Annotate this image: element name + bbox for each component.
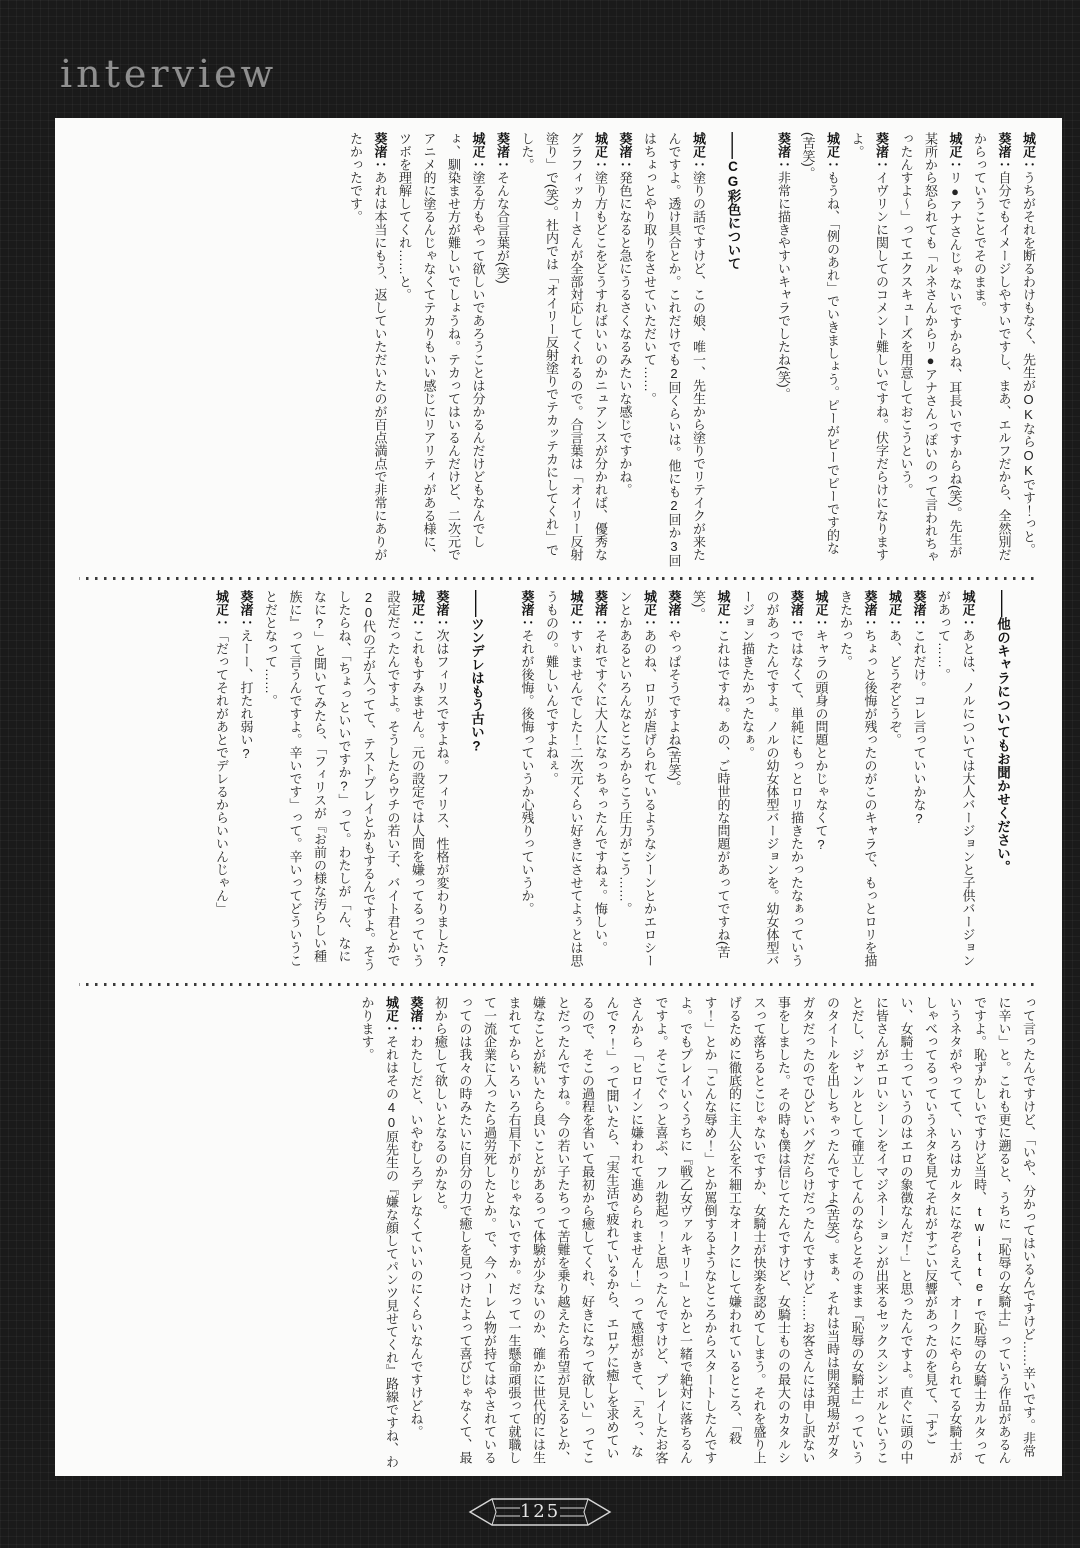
speaker-name: 葵渚： bbox=[238, 590, 254, 629]
upright-latin-run: ? bbox=[238, 746, 254, 761]
speech-paragraph: 城疋：あのね、ロリが虐げられているようなシーンとかエロシーンとかあるといろんなところからこう圧力がこう……。 bbox=[617, 590, 657, 967]
speech-paragraph: って言ったんですけど、「いや、分かってはいるんですけど……辛いです。非常に辛い」と。これも更に遡ると、うちに『恥辱の女騎士』っていう作品があるんですよ。恥ずかしいですけど当時、twitterで恥辱の女騎士カルタっていうネタがやってて、いろはカルタになぞらえて、オークにやられてる女騎士がしゃべってるっていうネタを見てそれがすごい反響があったのを見て、「すごい、女騎士っていうのはエロの象徴なんだ！」と思ったんですよ。直ぐに頭の中に皆さんがエロいシーンをイマジネーションが出来るセックスシンボルということだし、ジャンルとして確立してんのならとそのまま『恥辱の女騎士』っていうのタイトルを出しちゃったんですよ(苦笑)。まぁ、それは当時は開発現場がガタガタだったのでひどいバグだらけだったんですけど……お客さんには申し訳ない事をしました。その時も僕は信じてたんですけど、女騎士ものの最大のカタルシスって落ちるとこじゃないですか、女騎士が快楽を認めてしまう。それを盛り上げるために徹底的に主人公を不細工なオークにして嫌われているところ、「殺す！」とか「こんな辱め！」とか罵倒するようなところからスタートしたんですよ。でもプレイいくうちに『戦乙女ヴァルキリー』とかと一緒で絶対に落ちるんですよ。そこでぐっと喜ぶ、フル勃起っ！と思ったんですけど、プレイしたお客さんから「ヒロインに嫌われて進められません！」って感想がきて、「えっ、なんで?！」って聞いたら、「実生活で疲れているから、エロゲに癒しを求めているので、そこの過程を省いて最初から癒してくれ、好きになって欲しい」ってことだったんですね。今の若い子たちって苦難を乗り越えたら希望が見えるとか、嫌なことが続いたら良いことがあるって体験が少ないのか、確かに世代的には生まれてからいろいろ右肩下がりじゃないですか。だって一生懸命頑張って就職して一流企業に入ったら過労死したとか。で、今ハーレム物が持てはやされているってのは我々の時みたいに自分の力で癒しを見つけたよって喜びじゃなくて、最初から癒して欲しいとなるのかなと。 bbox=[433, 996, 1036, 1465]
speaker-name: 城疋： bbox=[214, 590, 229, 629]
speaker-name: 城疋： bbox=[568, 590, 584, 629]
speech-paragraph: 葵渚：わたしだと、いやむしろデレなくていいのにくらいなんですけどね。 bbox=[408, 996, 424, 1438]
section-3 bbox=[55, 996, 1062, 1470]
speech-paragraph: 葵渚：自分でもイメージしやすいですし、まあ、エルフだから、全然別だからっていうことでそのまま。 bbox=[972, 132, 1012, 561]
speaker-name: 葵渚： bbox=[519, 590, 535, 629]
speaker-name: 城疋： bbox=[470, 132, 486, 171]
speech-paragraph: 城疋：これもすみません。元の設定では人間を嫌ってるっていう設定だったんですよ。そうしたらウチの若い子、バイト君とかで20代の子が入ってて、テストプレイとかもするんですよ。そうしたらね、「ちょっといいですか?」って。わたしが「ん、なになに?」と聞いてみたら、「フィリスが『お前の様な汚らしい種族に』って言うんですよ。辛いです」って。辛いってどういうことだとなって……。 bbox=[263, 590, 425, 971]
dotted-separator-1 bbox=[79, 577, 1038, 580]
speaker-name: 葵渚： bbox=[874, 132, 889, 171]
speech-paragraph: 城疋：「だってそれがあとでデレるからいいんじゃん」 bbox=[214, 590, 229, 915]
speaker-name: 葵渚： bbox=[372, 132, 388, 171]
speaker-name: 城疋： bbox=[1021, 132, 1036, 171]
speaker-name: 葵渚： bbox=[789, 590, 804, 629]
upright-latin-run: ? bbox=[911, 811, 927, 826]
speaker-name: 葵渚： bbox=[911, 590, 927, 629]
speech-paragraph: 葵渚：これだけ。コレ言っていいかな? bbox=[911, 590, 927, 826]
speech-paragraph: 葵渚：それですぐに大人になっちゃったんですねぇ。悔しい。 bbox=[593, 590, 608, 954]
upright-latin-run: ? bbox=[434, 954, 450, 969]
speaker-name: 城疋： bbox=[410, 590, 425, 629]
speaker-name: 城疋： bbox=[715, 590, 731, 629]
speech-paragraph: 葵渚：えーー、打たれ弱い? bbox=[238, 590, 254, 761]
upright-latin-run: ? bbox=[336, 778, 352, 794]
upright-latin-run: OK bbox=[1021, 392, 1036, 422]
upright-latin-run: 3 bbox=[666, 539, 682, 554]
speech-paragraph: 葵渚：あれは本当にもう、返していただいたのが百点満点で非常にありがたかったです。 bbox=[348, 132, 388, 561]
section-heading: ——他のキャラについてもお聞かせください。 bbox=[995, 590, 1010, 874]
speaker-name: 葵渚： bbox=[996, 132, 1012, 171]
speaker-name: 城疋： bbox=[642, 590, 657, 629]
speech-paragraph: 葵渚：ではなくて、単純にもっとロリ描きたかったなぁっていうのがあったんですよ。ノルの幼女体型バージョンを。幼女体型バージョン描きたかったなぁ。 bbox=[740, 590, 804, 967]
speaker-name: 城疋： bbox=[691, 132, 706, 171]
speech-paragraph: 城疋：塗りの話ですけど、この娘、唯一、先生から塗りでリテイクが来たんですよ。透け具合とか。これだけでも2回くらいは。他にも2回か3回はちょっとやり取りをさせていただいて……。 bbox=[642, 132, 706, 567]
upright-latin-run: twitter bbox=[972, 1204, 987, 1309]
upright-latin-run: 40 bbox=[384, 1100, 399, 1130]
upright-latin-run: CG bbox=[725, 159, 741, 189]
speaker-name: 葵渚： bbox=[776, 132, 791, 171]
section-heading: ——CG彩色について bbox=[725, 132, 741, 270]
section-1 bbox=[55, 132, 1062, 568]
upright-latin-run: 2 bbox=[666, 366, 682, 381]
paper-content bbox=[55, 118, 1062, 1476]
speaker-name: 葵渚： bbox=[862, 590, 878, 629]
speech-paragraph: 城疋：それはその40原先生の『嫌な顔してパンツ見せてくれ』路線ですね、わかります。 bbox=[359, 996, 399, 1468]
upright-latin-run: ? bbox=[312, 616, 327, 631]
speech-paragraph: 葵渚：ちょっと後悔が残ったのがこのキャラで、もっとロリを描きたかった。 bbox=[838, 590, 878, 967]
speaker-name: 葵渚： bbox=[593, 590, 608, 629]
speaker-name: 城疋： bbox=[960, 590, 976, 629]
speech-paragraph: 葵渚：非常に描きやすいキャラでしたね(笑)。 bbox=[776, 132, 791, 401]
page-number-plaque bbox=[465, 1492, 615, 1532]
speech-paragraph: 城疋：これはですね。あの、ご時世的な問題があってですね(苦笑)。 bbox=[691, 590, 731, 959]
upright-latin-run: OK bbox=[1021, 448, 1036, 478]
upright-latin-run: ? bbox=[813, 837, 829, 852]
speech-paragraph: 城疋：うちがそれを断るわけもなく、先生がOKならOKです！っと。 bbox=[1021, 132, 1036, 556]
speech-paragraph: 城疋：塗り方もどこをどうすればいいのかニュアンスが分かれば、優秀なグラフィッカーさんが全部対応してくれるので。合言葉は「オイリー反射塗り」で(笑)。社内では「オイリー反射塗りでテカッテカにしてくれ」でした。 bbox=[519, 132, 608, 561]
speaker-name: 葵渚： bbox=[408, 996, 424, 1035]
speech-paragraph: 葵渚：やっぱそうですよね(苦笑)。 bbox=[666, 590, 682, 794]
speaker-name: 城疋： bbox=[947, 132, 963, 171]
speech-paragraph: 城疋：あとは、ノルについては大人バージョンと子供バージョンがあって……。 bbox=[936, 590, 976, 967]
speech-paragraph: 葵渚：次はフィリスですよね。フィリス、性格が変わりました? bbox=[434, 590, 450, 969]
speaker-name: 葵渚： bbox=[434, 590, 450, 629]
interview-header-label: interview bbox=[60, 52, 278, 96]
speech-paragraph: 城疋：すいませんでした！二次元くらい好きにさせてよぅとは思うものの。難しいんですよねぇ。 bbox=[544, 590, 584, 967]
speech-paragraph: 城疋：キャラの頭身の問題とかじゃなくて? bbox=[813, 590, 829, 852]
speech-paragraph: 城疋：リ●アナさんじゃないですからね、耳長いですからね(笑)。先生が某所から怒られても「ルネさんからリ●アナさんっぽいのって言われちゃったんすよ～」ってエクスキューズを用意しておこうという。 bbox=[898, 132, 963, 563]
speaker-name: 城疋： bbox=[593, 132, 608, 171]
speech-paragraph: 葵渚：そんな合言葉が(笑) bbox=[495, 132, 510, 284]
upright-latin-run: ? bbox=[469, 738, 484, 754]
speaker-name: 城疋： bbox=[813, 590, 829, 629]
speaker-name: 城疋： bbox=[825, 132, 840, 171]
speech-paragraph: 城疋：あ、どうぞどうぞ。 bbox=[887, 590, 902, 746]
page-number-ornament bbox=[0, 1490, 1080, 1534]
speech-paragraph: 葵渚：それが後悔。後悔っていうか心残りっていうか。 bbox=[519, 590, 535, 915]
speaker-name: 城疋： bbox=[887, 590, 902, 629]
upright-latin-run: 2 bbox=[666, 498, 682, 513]
dotted-separator-2 bbox=[79, 983, 1038, 986]
speech-paragraph: 葵渚：イヴリンに関してのコメント難しいですね。伏字だらけになりますよ。 bbox=[849, 132, 889, 561]
section-2 bbox=[55, 590, 1062, 974]
speaker-name: 城疋： bbox=[384, 996, 399, 1035]
upright-latin-run: ? bbox=[604, 1022, 620, 1037]
section-heading: ——ツンデレはもう古い? bbox=[469, 590, 484, 754]
speech-paragraph: 葵渚：発色になると急にうるさくなるみたいな感じですかね。 bbox=[617, 132, 633, 496]
page-number: 125 bbox=[519, 1500, 561, 1522]
speaker-name: 葵渚： bbox=[617, 132, 633, 171]
speaker-name: 葵渚： bbox=[666, 590, 682, 629]
upright-latin-run: 20 bbox=[361, 590, 376, 620]
speaker-name: 葵渚： bbox=[495, 132, 510, 171]
speech-paragraph: 城疋：塗る方もやって欲しいであろうことは分かるんだけどもなんでしょ、馴染ませ方が難しいでしょうね。テカってはいるんだけど、二次元でアニメ的に塗るんじゃなくてテカりもいい感じにリアリティがある様に、ツボを理解してくれ……と。 bbox=[397, 132, 486, 561]
speech-paragraph: 城疋：もうね、「例のあれ」でいきましょう。ピーがピーでピーです的な(苦笑)。 bbox=[800, 132, 840, 555]
